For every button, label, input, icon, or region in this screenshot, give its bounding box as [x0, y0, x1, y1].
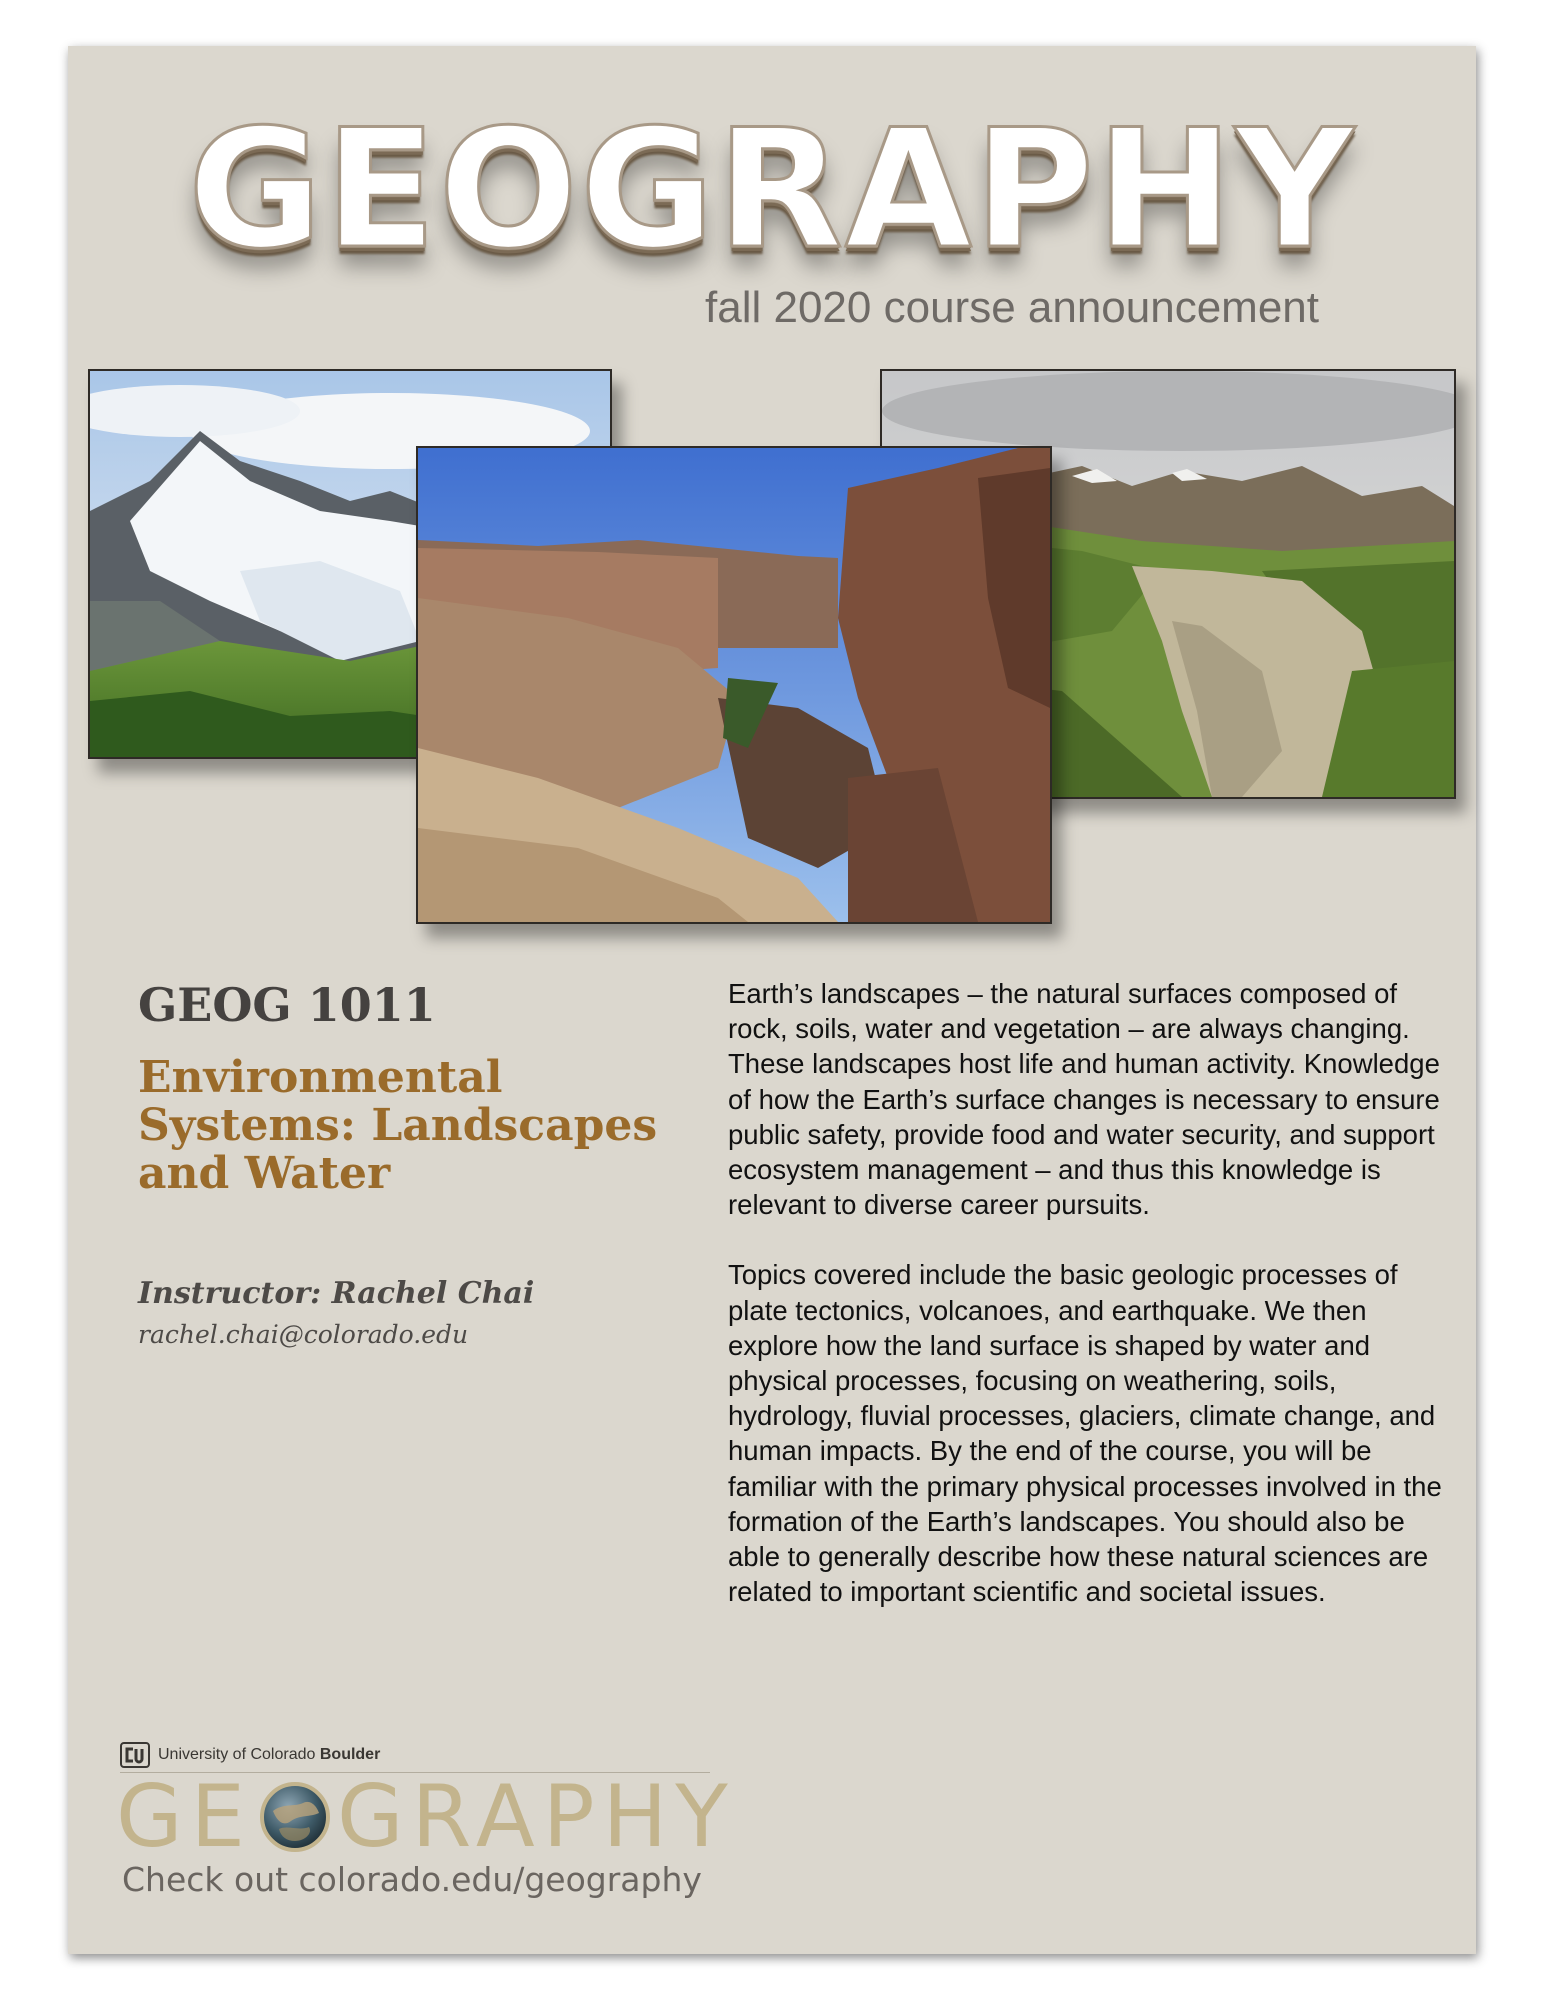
instructor-name: Instructor: Rachel Chai [138, 1276, 535, 1311]
geography-department-logo [116, 1767, 736, 1867]
university-name [158, 1746, 380, 1764]
geography-headline: GEOGRAPHY [187, 94, 1357, 285]
instructor-email[interactable]: rachel.chai@colorado.edu [138, 1320, 469, 1349]
announcement-subtitle: fall 2020 course announcement [705, 283, 1319, 332]
university-name-suffix: Boulder [319, 1746, 381, 1763]
description-paragraph-2: Topics covered include the basic geologic processes of plate tectonics, volcanoes, and earthquake. We then explore how the land surface is shaped by water and physical processes, focusing on weathering, soils, hydrology, fluvial processes, glaciers, climate change, and human impacts. By the end of the course, you will be familiar with the primary physical processes involved in the formation of the Earth’s landscapes. You should also be able to generally describe how these natural sciences are related to important scientific and societal issues. [728, 1259, 1442, 1608]
cu-logo-icon [120, 1742, 150, 1768]
globe-icon [259, 1781, 331, 1853]
canyon-photo [416, 446, 1052, 924]
course-code: GEOG 1011 [138, 978, 436, 1032]
description-paragraph-1: Earth’s landscapes – the natural surfaces composed of rock, soils, water and vegetation – are always changing. These landscapes host life and human activity. Knowledge of how the Earth’s surface changes is necessary to ensure public safety, provide food and water security, and support ecosystem management – and thus this knowledge is relevant to diverse career pursuits. [728, 978, 1440, 1221]
geography-website-link[interactable]: Check out colorado.edu/geography [122, 1860, 702, 1899]
flyer-page [68, 46, 1476, 1954]
university-name-prefix: University of Colorado [158, 1746, 316, 1763]
logo-text-after: GRAPHY [336, 1767, 736, 1867]
course-description [728, 976, 1448, 1644]
logo-text-before: GE [116, 1767, 253, 1867]
course-title: Environmental Systems: Landscapes and Water [138, 1052, 658, 1199]
